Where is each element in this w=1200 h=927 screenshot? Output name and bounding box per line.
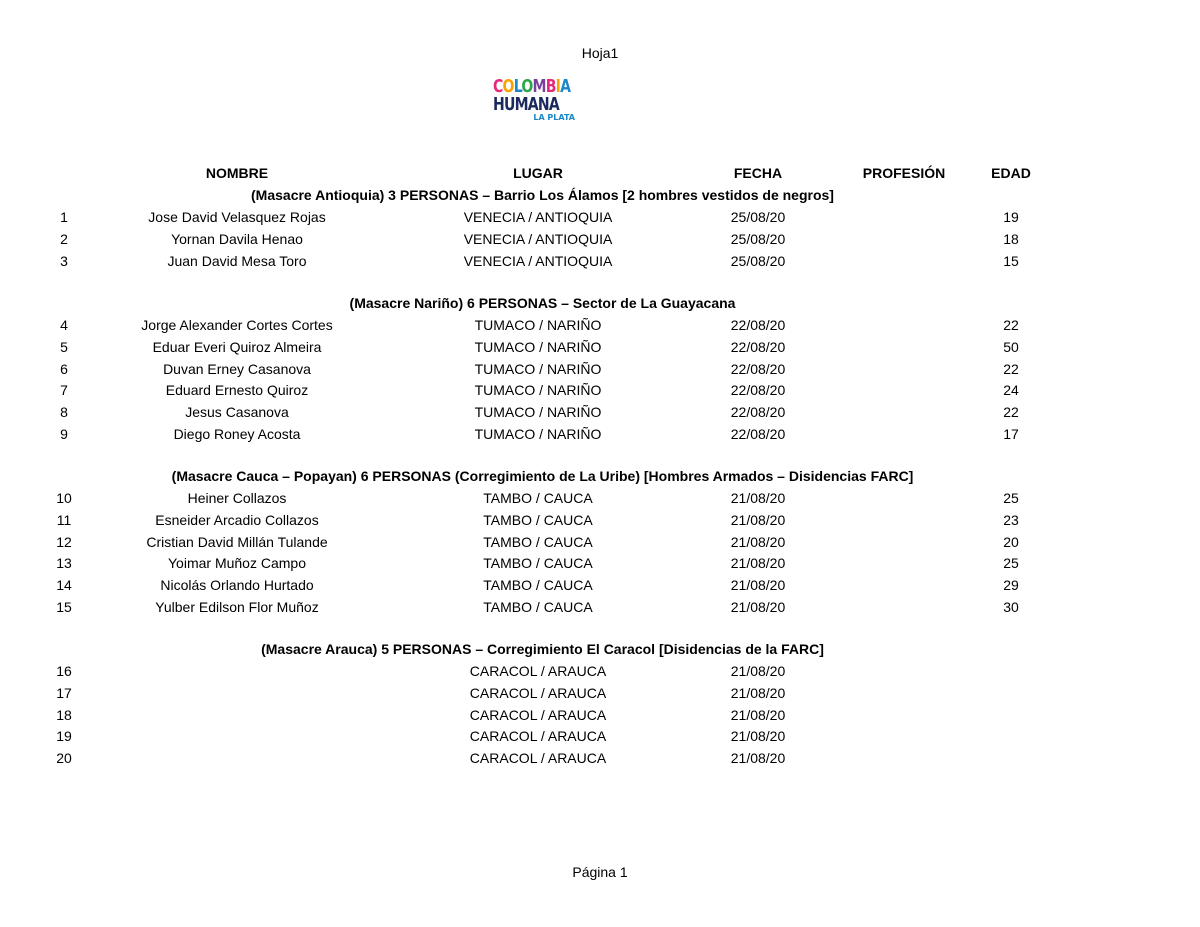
row-age: 23 [1003,511,1019,528]
row-age: 24 [1003,382,1019,399]
row-name: Juan David Mesa Toro [167,252,307,269]
row-place: TUMACO / NARIÑO [474,426,602,442]
row-age: 50 [1003,338,1019,355]
row-name: Jose David Velasquez Rojas [148,209,326,225]
row-number: 15 [56,599,72,615]
row-name: Diego Roney Acosta [173,426,301,442]
row-date: 21/08/20 [730,490,786,506]
logo-letter: I [555,76,561,97]
row-number: 12 [56,533,72,550]
row-number: 17 [56,684,72,701]
row-number: 6 [60,360,68,377]
row-number: 5 [60,338,68,355]
logo-line-3: LA PLATA [533,113,575,122]
row-age: 20 [1003,533,1019,550]
row-place: TUMACO / NARIÑO [474,382,602,399]
row-place: TUMACO / NARIÑO [474,404,602,421]
row-place: CARACOL / ARAUCA [469,728,607,745]
row-date: 21/08/20 [730,728,786,745]
logo-letter: M [532,76,546,97]
row-number: 4 [60,317,68,333]
logo-letter: A [560,76,571,97]
row-place: VENECIA / ANTIOQUIA [463,209,613,225]
row-age: 22 [1003,404,1019,421]
logo-letter: O [502,76,514,97]
row-date: 21/08/20 [730,599,786,615]
row-date: 21/08/20 [730,511,786,528]
header-place: LUGAR [513,165,563,181]
section-title: (Masacre Nariño) 6 PERSONAS – Sector de La Guayacana [349,295,736,311]
row-place: VENECIA / ANTIOQUIA [463,252,613,269]
header-name: NOMBRE [205,165,269,181]
row-place: CARACOL / ARAUCA [469,684,607,701]
colombia-humana-logo [493,78,583,128]
row-name: Jorge Alexander Cortes Cortes [141,317,333,333]
header-profession: PROFESIÓN [862,165,946,181]
row-date: 21/08/20 [730,533,786,550]
row-date: 21/08/20 [730,577,786,594]
row-place: CARACOL / ARAUCA [469,706,607,723]
row-number: 19 [56,728,72,745]
row-place: TAMBO / CAUCA [483,533,593,550]
row-date: 22/08/20 [730,317,786,333]
row-place: TAMBO / CAUCA [483,577,593,594]
row-date: 25/08/20 [730,230,786,247]
row-age: 22 [1003,360,1019,377]
row-place: TAMBO / CAUCA [483,555,593,572]
row-number: 8 [60,404,68,421]
section-title: (Masacre Cauca – Popayan) 6 PERSONAS (Corregimiento de La Uribe) [Hombres Armados – Disidencias FARC] [171,468,914,484]
row-number: 13 [56,555,72,572]
row-number: 14 [56,577,72,594]
logo-letter: L [513,76,522,97]
row-date: 21/08/20 [730,555,786,572]
row-age: 18 [1003,230,1019,247]
row-name: Eduar Everi Quiroz Almeira [152,338,322,355]
page-footer: Página 1 [572,864,628,880]
header-date: FECHA [733,165,783,181]
row-place: CARACOL / ARAUCA [469,750,607,767]
row-number: 3 [60,252,68,269]
row-place: TAMBO / CAUCA [483,511,593,528]
logo-letter: B [545,76,556,97]
row-name: Yulber Edilson Flor Muñoz [155,599,319,615]
row-place: TAMBO / CAUCA [483,490,593,506]
row-name: Duvan Erney Casanova [163,360,311,377]
header-age: EDAD [991,165,1031,181]
logo-letter: O [521,76,533,97]
row-place: TAMBO / CAUCA [483,599,593,615]
row-date: 22/08/20 [730,382,786,399]
row-age: 15 [1003,252,1019,269]
row-date: 22/08/20 [730,338,786,355]
section-title: (Masacre Antioquia) 3 PERSONAS – Barrio Los Álamos [2 hombres vestidos de negros] [251,187,834,203]
sheet-title: Hoja1 [581,45,619,61]
row-place: TUMACO / NARIÑO [474,360,602,377]
logo-letter: C [493,76,503,97]
row-age: 19 [1003,209,1019,225]
row-number: 18 [56,706,72,723]
row-age: 25 [1003,555,1019,572]
row-number: 10 [56,490,72,506]
row-place: TUMACO / NARIÑO [474,317,602,333]
row-name: Eduard Ernesto Quiroz [165,382,309,399]
row-age: 25 [1003,490,1019,506]
row-date: 25/08/20 [730,209,786,225]
row-date: 21/08/20 [730,663,786,679]
row-number: 9 [60,426,68,442]
row-number: 20 [56,750,72,767]
row-date: 21/08/20 [730,706,786,723]
row-date: 22/08/20 [730,404,786,421]
row-number: 1 [60,209,68,225]
row-place: CARACOL / ARAUCA [469,663,607,679]
row-place: VENECIA / ANTIOQUIA [463,230,613,247]
row-age: 22 [1003,317,1019,333]
row-name: Esneider Arcadio Collazos [155,511,319,528]
row-date: 21/08/20 [730,750,786,767]
row-name: Nicolás Orlando Hurtado [160,577,314,594]
row-number: 7 [60,382,68,399]
row-date: 25/08/20 [730,252,786,269]
section-title: (Masacre Arauca) 5 PERSONAS – Corregimiento El Caracol [Disidencias de la FARC] [261,641,824,657]
row-place: TUMACO / NARIÑO [474,338,602,355]
row-age: 17 [1003,426,1019,442]
row-date: 22/08/20 [730,426,786,442]
row-name: Yornan Davila Henao [171,230,303,247]
row-age: 30 [1003,599,1019,615]
row-name: Jesus Casanova [185,404,289,421]
logo-line-2: HUMANA [493,94,559,115]
row-date: 21/08/20 [730,684,786,701]
row-name: Cristian David Millán Tulande [146,533,328,550]
row-date: 22/08/20 [730,360,786,377]
row-number: 11 [56,511,72,528]
row-name: Yoimar Muñoz Campo [168,555,306,572]
row-name: Heiner Collazos [187,490,287,506]
row-age: 29 [1003,577,1019,594]
row-number: 16 [56,663,72,679]
row-number: 2 [60,230,68,247]
